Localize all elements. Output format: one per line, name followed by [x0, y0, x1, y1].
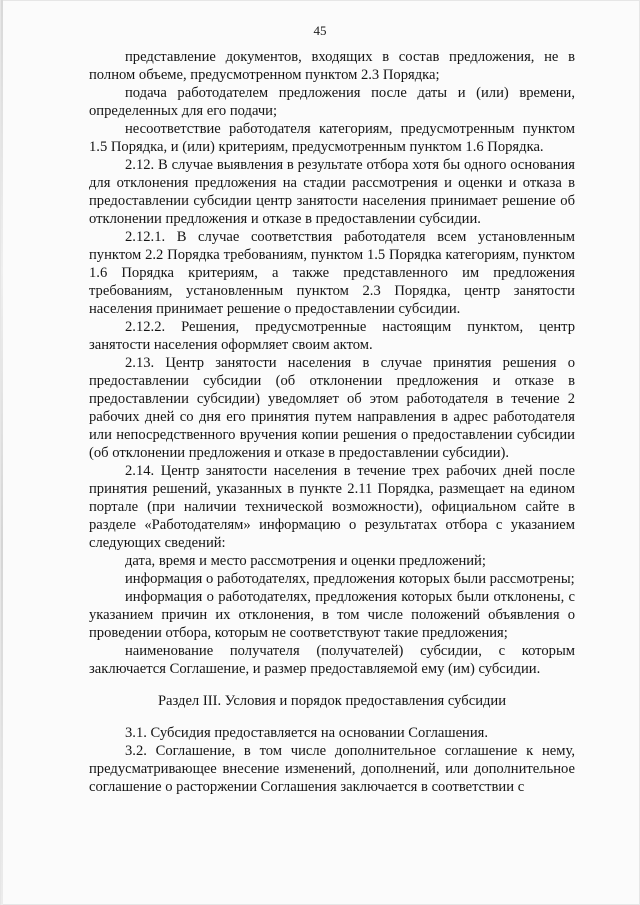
paragraph: информация о работодателях, предложения которых были отклонены, с указанием причин их отклонения, в том числе положений объявления о проведении отбора, которым не соответствуют такие предложения; [89, 589, 575, 641]
paragraph: 2.14. Центр занятости населения в течение трех рабочих дней после принятия решений, указанных в пункте 2.11 Порядка, размещает на едином портале (при наличии технической возможности), официальном сайте в разделе «Работодателям» информацию о результатах отбора с указанием следующих сведений: [89, 463, 575, 551]
paragraph: 2.12.1. В случае соответствия работодателя всем установленным пунктом 2.2 Порядка требованиям, пунктом 1.5 Порядка категориям, пунктом 1.6 Порядка критериям, а также представленного им предложения требованиям, установленным пунктом 2.3 Порядка, центр занятости населения принимает решение о предоставлении субсидии. [89, 229, 575, 317]
paragraph: 2.12.2. Решения, предусмотренные настоящим пунктом, центр занятости населения оформляет своим актом. [89, 319, 575, 353]
paragraph: 2.12. В случае выявления в результате отбора хотя бы одного основания для отклонения предложения на стадии рассмотрения и оценки и отказа в предоставлении субсидии центр занятости населения принимает решение об отклонении предложения и отказе в предоставлении субсидии. [89, 157, 575, 227]
document-body [89, 48, 575, 796]
paragraph: информация о работодателях, предложения которых были рассмотрены; [125, 571, 575, 587]
page-number: 45 [313, 23, 327, 38]
section-title: Раздел III. Условия и порядок предоставления субсидии [157, 693, 507, 709]
paragraph: дата, время и место рассмотрения и оценки предложений; [125, 553, 486, 569]
paragraph: несоответствие работодателя категориям, предусмотренным пунктом 1.5 Порядка, и (или) критериям, предусмотренным пунктом 1.6 Порядка. [89, 121, 575, 155]
paragraph: 3.2. Соглашение, в том числе дополнительное соглашение к нему, предусматривающее внесение изменений, дополнений, или дополнительное соглашение о расторжении Соглашения заключается в соответствии с [89, 743, 575, 795]
paragraph: наименование получателя (получателей) субсидии, с которым заключается Соглашение, и размер предоставляемой ему (им) субсидии. [89, 643, 575, 677]
paragraph: 3.1. Субсидия предоставляется на основании Соглашения. [125, 725, 489, 741]
paragraph: 2.13. Центр занятости населения в случае принятия решения о предоставлении субсидии (об отклонении предложения и отказе в предоставлении субсидии) уведомляет об этом работодателя в течение 2 рабочих дней со дня его принятия путем направления в адрес работодателя или непосредственного вручения копии решения о предоставлении субсидии (об отклонении предложения и отказе в предоставлении субсидии). [89, 355, 575, 461]
paragraph: подача работодателем предложения после даты и (или) времени, определенных для его подачи; [89, 85, 575, 119]
paragraph: представление документов, входящих в состав предложения, не в полном объеме, предусмотренном пунктом 2.3 Порядка; [89, 49, 575, 83]
scan-edge [1, 0, 3, 905]
